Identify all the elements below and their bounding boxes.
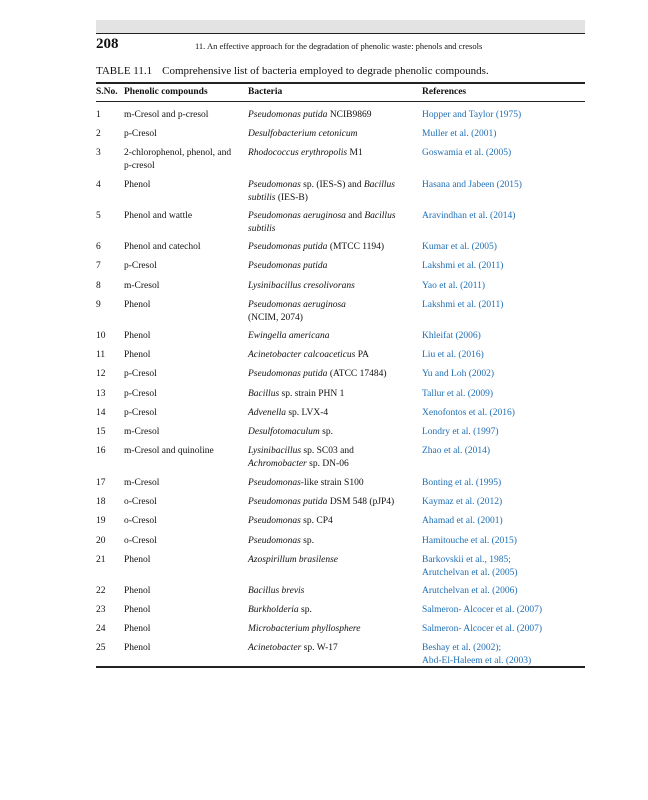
species-name: Advenella <box>248 408 286 418</box>
compound-line: m-Cresol <box>124 281 160 291</box>
reference-link[interactable]: Kumar et al. (2005) <box>422 242 497 252</box>
reference-link[interactable]: Salmeron- Alcocer et al. (2007) <box>422 605 543 615</box>
reference-link[interactable]: Muller et al. (2001) <box>422 129 497 139</box>
row-bacteria <box>248 349 418 362</box>
row-sno: 15 <box>96 427 106 437</box>
strain-text: sp. <box>298 605 312 615</box>
bacteria-line <box>248 496 418 509</box>
row-bacteria <box>248 554 418 567</box>
reference-link[interactable]: Hopper and Taylor (1975) <box>422 110 522 120</box>
row-references <box>422 349 587 362</box>
row-bacteria <box>248 477 418 490</box>
row-sno: 2 <box>96 129 101 139</box>
row-bacteria <box>248 426 418 439</box>
compound-line: o-Cresol <box>124 536 157 546</box>
species-name: Pseudomonas <box>248 516 301 526</box>
reference-link[interactable]: Beshay et al. (2002); <box>422 643 502 653</box>
strain-text: M1 <box>347 148 363 158</box>
strain-text: sp. LVX-4 <box>285 408 329 418</box>
bacteria-line <box>248 388 418 401</box>
compound-line: Phenol <box>124 180 151 190</box>
row-sno: 13 <box>96 389 106 399</box>
bacteria-line <box>248 299 418 312</box>
bacteria-line <box>248 280 418 293</box>
row-bacteria <box>248 179 418 204</box>
table-label: TABLE 11.1 <box>96 65 153 77</box>
row-bacteria <box>248 330 418 343</box>
row-sno: 5 <box>96 211 101 221</box>
row-compound <box>124 604 248 617</box>
strain-text: NCIB9869 <box>327 110 372 120</box>
header-references: References <box>422 87 467 97</box>
row-bacteria <box>248 241 418 254</box>
row-compound <box>124 109 248 122</box>
row-references <box>422 445 587 458</box>
species-name: Bacillus <box>248 389 280 399</box>
compound-line: Phenol and catechol <box>124 242 201 252</box>
reference-link[interactable]: Yu and Loh (2002) <box>422 369 495 379</box>
row-bacteria <box>248 496 418 509</box>
reference-link[interactable]: Hamitouche et al. (2015) <box>422 536 517 546</box>
bacteria-line <box>248 241 418 254</box>
row-compound <box>124 260 248 273</box>
strain-text: sp. strain PHN 1 <box>279 389 345 399</box>
species-name: Pseudomonas putida <box>248 110 328 120</box>
reference-link[interactable]: Xenofontos et al. (2016) <box>422 408 515 418</box>
bacteria-line <box>248 349 418 362</box>
strain-text: sp. CP4 <box>300 516 333 526</box>
header-band <box>96 20 585 33</box>
bacteria-line <box>248 210 418 223</box>
species-name: Acinetobacter calcoaceticus <box>248 350 356 360</box>
bacteria-line <box>248 179 418 192</box>
strain-text: sp. (IES-S) and <box>300 180 364 190</box>
species-name: Desulfotomaculum <box>248 427 320 437</box>
row-sno: 21 <box>96 555 106 565</box>
bacteria-line <box>248 477 418 490</box>
strain-text: DSM 548 (pJP4) <box>327 497 395 507</box>
compound-line: m-Cresol and p-cresol <box>124 110 209 120</box>
row-sno: 1 <box>96 110 101 120</box>
table-caption <box>96 65 489 77</box>
bacteria-line <box>248 426 418 439</box>
bacteria-line <box>248 554 418 567</box>
compound-line: p-cresol <box>124 160 155 171</box>
row-references <box>422 179 587 192</box>
row-bacteria <box>248 407 418 420</box>
row-sno: 19 <box>96 516 106 526</box>
bacteria-line <box>248 147 418 160</box>
strain-text: PA <box>355 350 370 360</box>
row-sno: 9 <box>96 300 101 310</box>
row-compound <box>124 241 248 254</box>
row-compound <box>124 477 248 490</box>
species-name: Microbacterium phyllosphere <box>248 624 361 634</box>
row-compound <box>124 280 248 293</box>
strain-text: sp. <box>300 536 314 546</box>
row-sno: 23 <box>96 605 106 615</box>
row-references <box>422 368 587 381</box>
header-compound: Phenolic compounds <box>124 87 208 97</box>
species-name: Pseudomonas putida <box>248 261 328 271</box>
reference-link[interactable]: Londry et al. (1997) <box>422 427 499 437</box>
row-compound <box>124 368 248 381</box>
row-compound <box>124 128 248 141</box>
reference-link[interactable]: Barkovskii et al., 1985; <box>422 555 511 565</box>
compound-line: Phenol <box>124 555 151 565</box>
bacteria-line <box>248 407 418 420</box>
row-compound <box>124 388 248 401</box>
strain-text: sp. W-17 <box>301 643 338 653</box>
header-rule <box>96 33 585 34</box>
reference-link[interactable]: Aravindhan et al. (2014) <box>422 211 516 221</box>
species-name: Pseudomonas <box>248 180 301 190</box>
row-compound <box>124 515 248 528</box>
table-title: Comprehensive list of bacteria employed to degrade phenolic compounds. <box>162 65 489 77</box>
row-bacteria <box>248 535 418 548</box>
species-name: Acinetobacter <box>248 643 302 653</box>
compound-line: p-Cresol <box>124 261 157 271</box>
reference-link[interactable]: Liu et al. (2016) <box>422 350 484 360</box>
reference-link[interactable]: Hasana and Jabeen (2015) <box>422 180 522 190</box>
reference-link[interactable]: Tallur et al. (2009) <box>422 389 494 399</box>
bacteria-line <box>248 604 418 617</box>
row-references <box>422 477 587 490</box>
row-references <box>422 147 587 160</box>
row-bacteria <box>248 515 418 528</box>
bacteria-line <box>248 223 418 236</box>
row-bacteria <box>248 585 418 598</box>
row-references <box>422 604 587 617</box>
species-name: subtilis <box>248 223 276 234</box>
reference-link[interactable]: Arutchelvan et al. (2005) <box>422 567 518 578</box>
species-name: Bacillus brevis <box>248 586 305 596</box>
strain-text: (MTCC 1194) <box>327 242 385 252</box>
row-bacteria <box>248 260 418 273</box>
row-compound <box>124 535 248 548</box>
row-sno: 14 <box>96 408 106 418</box>
species-name: Pseudomonas aeruginosa <box>248 300 346 310</box>
row-sno: 18 <box>96 497 106 507</box>
bacteria-line <box>248 458 418 471</box>
row-sno: 16 <box>96 446 106 456</box>
row-references <box>422 623 587 636</box>
reference-link[interactable]: Salmeron- Alcocer et al. (2007) <box>422 624 543 634</box>
row-references <box>422 260 587 273</box>
bacteria-line <box>248 515 418 528</box>
species-name: Azospirillum brasilense <box>248 555 338 565</box>
row-references <box>422 210 587 223</box>
row-compound <box>124 623 248 636</box>
reference-link[interactable]: Khleifat (2006) <box>422 331 481 341</box>
strain-text: sp. DN-06 <box>306 458 349 469</box>
bacteria-line <box>248 535 418 548</box>
reference-link[interactable]: Lakshmi et al. (2011) <box>422 300 504 310</box>
row-compound <box>124 147 248 172</box>
bacteria-line <box>248 109 418 122</box>
species-name: Bacillus <box>364 211 396 221</box>
row-compound <box>124 642 248 655</box>
row-compound <box>124 407 248 420</box>
header-rule-bottom <box>96 101 585 102</box>
species-name: Desulfobacterium cetonicum <box>248 129 358 139</box>
row-bacteria <box>248 109 418 122</box>
row-compound <box>124 496 248 509</box>
reference-link[interactable]: Goswamia et al. (2005) <box>422 148 512 158</box>
row-compound <box>124 210 248 223</box>
species-name: Pseudomonas <box>248 478 301 488</box>
bacteria-line <box>248 312 418 325</box>
row-compound <box>124 585 248 598</box>
bacteria-line <box>248 128 418 141</box>
species-name: Ewingella americana <box>248 331 330 341</box>
compound-line: Phenol <box>124 300 151 310</box>
row-sno: 20 <box>96 536 106 546</box>
row-bacteria <box>248 280 418 293</box>
row-bacteria <box>248 445 418 470</box>
row-sno: 24 <box>96 624 106 634</box>
strain-text: (ATCC 17484) <box>327 369 387 379</box>
row-sno: 12 <box>96 369 106 379</box>
row-sno: 17 <box>96 478 106 488</box>
table-top-rule <box>96 82 585 84</box>
reference-link[interactable]: Bonting et al. (1995) <box>422 478 502 488</box>
species-name: Lysinibacillus cresolivorans <box>248 281 355 291</box>
species-name: Pseudomonas putida <box>248 242 328 252</box>
species-name: Burkholderia <box>248 605 299 615</box>
reference-link[interactable]: Lakshmi et al. (2011) <box>422 261 504 271</box>
species-name: Pseudomonas putida <box>248 497 328 507</box>
row-references <box>422 426 587 439</box>
row-references <box>422 109 587 122</box>
species-name: Bacillus <box>363 180 395 190</box>
compound-line: p-Cresol <box>124 369 157 379</box>
strain-text: (IES-B) <box>275 192 308 203</box>
row-sno: 7 <box>96 261 101 271</box>
strain-text: (NCIM, 2074) <box>248 312 303 323</box>
compound-line: m-Cresol <box>124 427 160 437</box>
reference-link[interactable]: Abd-El-Haleem et al. (2003) <box>422 655 532 666</box>
compound-line: 2-chlorophenol, phenol, and <box>124 148 232 158</box>
row-sno: 10 <box>96 331 106 341</box>
bacteria-line <box>248 368 418 381</box>
row-references <box>422 241 587 254</box>
row-references <box>422 280 587 293</box>
row-compound <box>124 299 248 312</box>
species-name: Pseudomonas <box>248 536 301 546</box>
bacteria-line <box>248 642 418 655</box>
running-head: 11. An effective approach for the degradation of phenolic waste: phenols and cresols <box>195 41 483 51</box>
compound-line: Phenol <box>124 331 151 341</box>
row-sno: 3 <box>96 148 101 158</box>
row-sno: 22 <box>96 586 106 596</box>
row-references <box>422 388 587 401</box>
row-sno: 8 <box>96 281 101 291</box>
species-name: Lysinibacillus <box>248 446 302 456</box>
header-bacteria: Bacteria <box>248 87 283 97</box>
compound-line: p-Cresol <box>124 389 157 399</box>
row-compound <box>124 330 248 343</box>
compound-line: m-Cresol <box>124 478 160 488</box>
row-compound <box>124 349 248 362</box>
row-bacteria <box>248 299 418 324</box>
reference-link[interactable]: Yao et al. (2011) <box>422 281 486 291</box>
row-compound <box>124 179 248 192</box>
row-references <box>422 535 587 548</box>
row-references <box>422 642 587 667</box>
species-name: Rhodococcus erythropolis <box>248 148 348 158</box>
row-sno: 4 <box>96 180 101 190</box>
header-sno: S.No. <box>96 87 118 97</box>
row-bacteria <box>248 368 418 381</box>
reference-link[interactable]: Ahamad et al. (2001) <box>422 516 503 526</box>
row-references <box>422 128 587 141</box>
bacteria-line <box>248 585 418 598</box>
compound-line: Phenol <box>124 624 151 634</box>
strain-text: sp. <box>319 427 333 437</box>
bacteria-line <box>248 192 418 205</box>
compound-line: Phenol <box>124 586 151 596</box>
row-references <box>422 515 587 528</box>
reference-link[interactable]: Kaymaz et al. (2012) <box>422 497 503 507</box>
species-name: Pseudomonas putida <box>248 369 328 379</box>
row-sno: 6 <box>96 242 101 252</box>
species-name: subtilis <box>248 192 276 203</box>
bacteria-line <box>248 623 418 636</box>
bacteria-line <box>248 260 418 273</box>
compound-line: m-Cresol and quinoline <box>124 446 214 456</box>
species-name: Achromobacter <box>248 458 307 469</box>
compound-line: Phenol and wattle <box>124 211 193 221</box>
table-bottom-rule <box>96 666 585 668</box>
compound-line: Phenol <box>124 643 151 653</box>
row-bacteria <box>248 210 418 235</box>
row-references <box>422 299 587 312</box>
row-bacteria <box>248 147 418 160</box>
row-sno: 11 <box>96 350 106 360</box>
row-bacteria <box>248 623 418 636</box>
strain-text: sp. SC03 and <box>301 446 354 456</box>
strain-text: and <box>345 211 365 221</box>
compound-line: p-Cresol <box>124 408 157 418</box>
compound-line: Phenol <box>124 350 151 360</box>
page-number: 208 <box>96 36 119 52</box>
row-references <box>422 554 587 579</box>
row-bacteria <box>248 604 418 617</box>
reference-link[interactable]: Zhao et al. (2014) <box>422 446 491 456</box>
row-bacteria <box>248 642 418 655</box>
row-bacteria <box>248 128 418 141</box>
row-sno: 25 <box>96 643 106 653</box>
compound-line: p-Cresol <box>124 129 157 139</box>
species-name: Pseudomonas aeruginosa <box>248 211 346 221</box>
row-compound <box>124 554 248 567</box>
row-compound <box>124 445 248 458</box>
row-references <box>422 407 587 420</box>
strain-text: -like strain S100 <box>300 478 364 488</box>
row-references <box>422 330 587 343</box>
row-references <box>422 496 587 509</box>
row-bacteria <box>248 388 418 401</box>
compound-line: Phenol <box>124 605 151 615</box>
bacteria-line <box>248 445 418 458</box>
reference-link[interactable]: Arutchelvan et al. (2006) <box>422 586 518 596</box>
row-references <box>422 585 587 598</box>
compound-line: o-Cresol <box>124 497 157 507</box>
row-compound <box>124 426 248 439</box>
compound-line: o-Cresol <box>124 516 157 526</box>
bacteria-line <box>248 330 418 343</box>
